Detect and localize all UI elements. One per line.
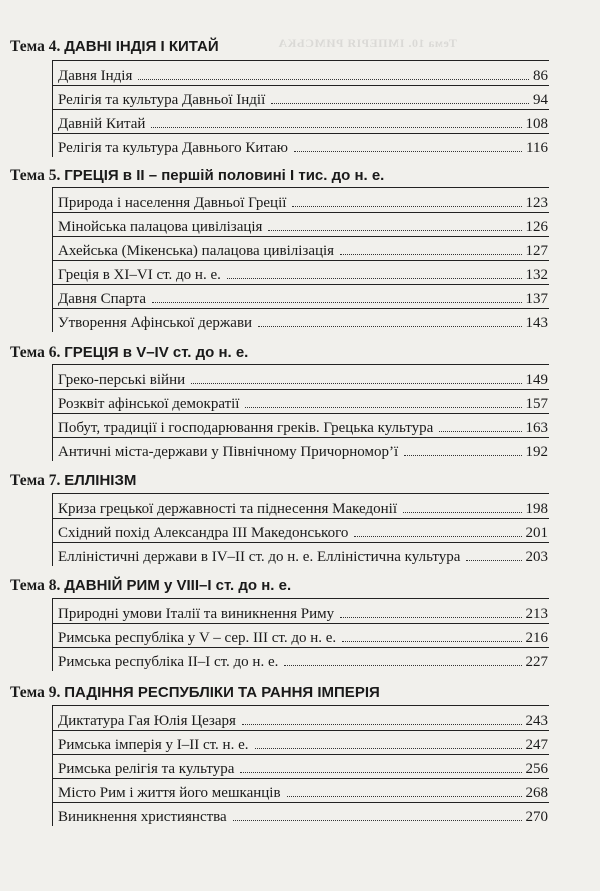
topic-heading (10, 344, 248, 362)
page-number: 198 (525, 501, 548, 517)
toc-entry[interactable]: Релігія та культура Давньої Індії 94 (58, 92, 548, 108)
toc-entry[interactable]: Виникнення християнства 270 (58, 809, 548, 825)
toc-entry[interactable]: Давній Китай 108 (58, 116, 548, 132)
toc-entry[interactable]: Римська релігія та культура 256 (58, 761, 548, 777)
page-number: 243 (525, 713, 548, 729)
toc-entry[interactable]: Давня Спарта 137 (58, 291, 548, 307)
topic-title: ГРЕЦІЯ в ІІ – першій половині І тис. до н. е. (64, 167, 385, 184)
page-number: 149 (525, 372, 548, 388)
toc-entry[interactable]: Утворення Афінської держави 143 (58, 315, 548, 331)
page-number: 213 (525, 606, 548, 622)
page-number: 116 (526, 140, 548, 156)
page-number: 227 (525, 654, 548, 670)
topic-title: ПАДІННЯ РЕСПУБЛІКИ ТА РАННЯ ІМПЕРІЯ (64, 684, 380, 701)
page-number: 137 (525, 291, 548, 307)
toc-entry[interactable]: Природні умови Італії та виникнення Риму 213 (58, 606, 548, 622)
topic-number: Тема 9. (10, 684, 61, 701)
toc-entry[interactable]: Давня Індія 86 (58, 68, 548, 84)
topic-heading (10, 38, 219, 56)
toc-entry[interactable]: Римська імперія у І–ІІ ст. н. е. 247 (58, 737, 548, 753)
topic-heading (10, 472, 136, 490)
topic-title: ГРЕЦІЯ в V–IV ст. до н. е. (64, 344, 249, 361)
toc-entry[interactable]: Криза грецької державності та піднесення Македонії 198 (58, 501, 548, 517)
page-number: 268 (525, 785, 548, 801)
toc-entry[interactable]: Мінойська палацова цивілізація 126 (58, 219, 548, 235)
page-number: 203 (525, 549, 548, 565)
page-number: 192 (525, 444, 548, 460)
page-number: 132 (525, 267, 548, 283)
toc-entry[interactable]: Релігія та культура Давнього Китаю 116 (58, 140, 548, 156)
topic-number: Тема 5. (10, 167, 61, 184)
toc-entry[interactable]: Східний похід Александра ІІІ Македонського 201 (58, 525, 548, 541)
topic-number: Тема 8. (10, 577, 61, 594)
topic-title: ЕЛЛІНІЗМ (64, 472, 137, 489)
page-number: 123 (525, 195, 548, 211)
page-number: 108 (525, 116, 548, 132)
toc-entry[interactable]: Греція в ХІ–VІ ст. до н. е. 132 (58, 267, 548, 283)
topic-heading (10, 684, 380, 702)
topic-title: ДАВНІЙ РИМ у VIII–I ст. до н. е. (64, 577, 292, 594)
page-number: 127 (525, 243, 548, 259)
toc-entry[interactable]: Ахейська (Мікенська) палацова цивілізація 127 (58, 243, 548, 259)
toc-entry[interactable]: Природа і населення Давньої Греції 123 (58, 195, 548, 211)
page-number: 216 (525, 630, 548, 646)
topic-number: Тема 6. (10, 344, 61, 361)
topic-heading (10, 577, 291, 595)
topic-number: Тема 4. (10, 38, 61, 55)
toc-entry[interactable]: Диктатура Гая Юлія Цезаря 243 (58, 713, 548, 729)
toc-entry[interactable]: Римська республіка у V – сер. ІІІ ст. до н. е. 216 (58, 630, 548, 646)
toc-entry[interactable]: Елліністичні держави в IV–II ст. до н. е. Елліністична культура 203 (58, 549, 548, 565)
page-number: 157 (525, 396, 548, 412)
toc-entry[interactable]: Римська республіка ІІ–І ст. до н. е. 227 (58, 654, 548, 670)
page-number: 143 (525, 315, 548, 331)
toc-entry[interactable]: Побут, традиції і господарювання греків. Грецька культура 163 (58, 420, 548, 436)
page-number: 247 (525, 737, 548, 753)
toc-entry[interactable]: Греко-перські війни 149 (58, 372, 548, 388)
topic-title: ДАВНІ ІНДІЯ І КИТАЙ (64, 38, 219, 55)
page-number: 94 (533, 92, 548, 108)
toc-entry[interactable]: Античні міста-держави у Північному Причорномор’ї 192 (58, 444, 548, 460)
page-number: 270 (525, 809, 548, 825)
topic-heading (10, 167, 384, 185)
page-number: 201 (525, 525, 548, 541)
toc-entry[interactable]: Розквіт афінської демократії 157 (58, 396, 548, 412)
topic-number: Тема 7. (10, 472, 61, 489)
page-number: 86 (533, 68, 548, 84)
page-number: 256 (525, 761, 548, 777)
toc-entry[interactable]: Місто Рим і життя його мешканців 268 (58, 785, 548, 801)
page-number: 163 (525, 420, 548, 436)
bleed-through-text: Тема 10. ІМПЕРІЯ РИМСЬКА (278, 36, 457, 50)
page-number: 126 (525, 219, 548, 235)
